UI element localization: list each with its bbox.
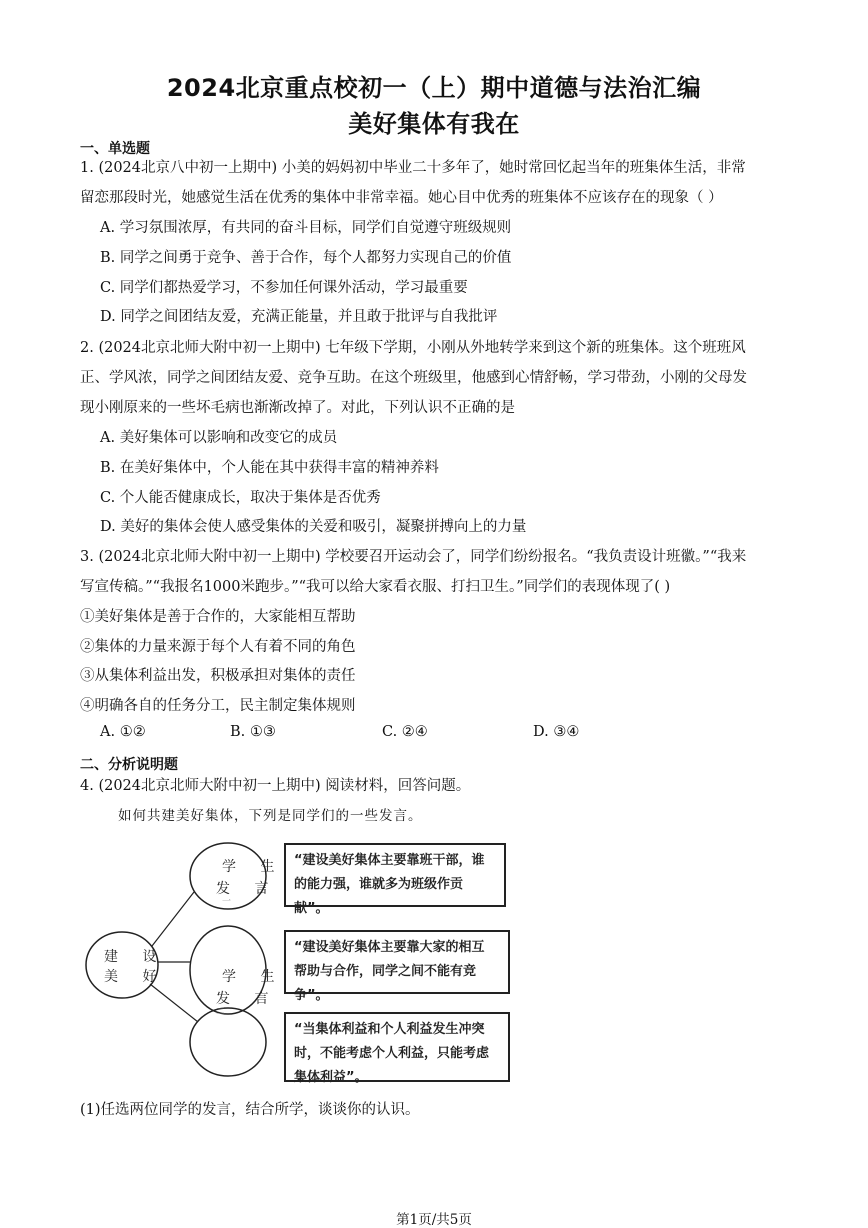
question-2-option-b: B. 在美好集体中，个人能在其中获得丰富的精神养料 [100,460,439,476]
question-3-option-c: C. ②④ [382,724,428,740]
question-2-option-d: D. 美好的集体会使人感受集体的关爱和吸引，凝聚拼搏向上的力量 [100,519,527,535]
material-intro: 如何共建美好集体，下列是同学们的一些发言。 [118,808,423,824]
page-subtitle: 美好集体有我在 [348,110,520,138]
question-4-sub-1: (1)任选两位同学的发言，结合所学，谈谈你的认识。 [80,1102,420,1118]
question-4-line-1: 4. (2024北京北师大附中初一上期中) 阅读材料，回答问题。 [80,778,471,794]
connector-to-student-1 [152,892,194,946]
student-2-label-line-1: 学 生 [222,969,285,985]
question-3-statement-1: ①美好集体是善于合作的，大家能相互帮助 [80,609,356,625]
connector-to-student-3 [150,984,198,1022]
student-1-label-line-2: 发 言 [216,881,279,897]
question-2-line-1: 2. (2024北京北师大附中初一上期中) 七年级下学期，小刚从外地转学来到这个新的班集体。这个班班风 [80,340,746,356]
question-1-line-2: 留恋那段时光，她感觉生活在优秀的集体中非常幸福。她心目中优秀的班集体不应该存在的现象（ ） [80,190,723,206]
question-3-line-2: 写宣传稿。”“我报名1000米跑步。”“我可以给大家看衣服、打扫卫生。”同学们的表现体现了( ) [80,579,671,595]
question-3-statement-3: ③从集体利益出发，积极承担对集体的责任 [80,668,356,684]
question-1-option-b: B. 同学之间勇于竞争、善于合作，每个人都努力实现自己的价值 [100,250,512,266]
page-footer: 第1页/共5页 [396,1212,472,1228]
student-2-label-line-2: 发 言 [216,991,279,1007]
question-1-option-d: D. 同学之间团结友爱，充满正能量，并且敢于批评与自我批评 [100,309,498,325]
quote-box-2: “建设美好集体主要靠大家的相互 帮助与合作，同学之间不能有竞争”。 [284,930,510,994]
quote-box-1: “建设美好集体主要靠班干部，谁的能力强，谁就多为班级作贡献”。 [284,843,506,907]
question-3-statement-2: ②集体的力量来源于每个人有着不同的角色 [80,639,356,655]
section-heading-single-choice: 一、单选题 [80,141,150,157]
question-2-line-3: 现小刚原来的一些坏毛病也渐渐改掉了。对此，下列认识不正确的是 [80,400,515,416]
section-heading-analysis: 二、分析说明题 [80,757,178,773]
center-label-line-1: 建 设 [104,949,167,965]
quote-box-3: “当集体利益和个人利益发生冲突 时，不能考虑个人利益，只能考虑集体利益”。 [284,1012,510,1082]
question-1-option-a: A. 学习氛围浓厚，有共同的奋斗目标，同学们自觉遵守班级规则 [100,220,512,236]
student-3-ellipse [190,1008,266,1076]
question-2-option-a: A. 美好集体可以影响和改变它的成员 [100,430,338,446]
student-2-label-line-3: 二 [216,1007,236,1017]
question-2-line-2: 正、学风浓，同学之间团结友爱、竞争互助。在这个班级里，他感到心情舒畅，学习带劲，小刚的父母发 [80,370,747,386]
center-label-line-2: 美 好 [104,969,167,985]
question-3-line-1: 3. (2024北京北师大附中初一上期中) 学校要召开运动会了，同学们纷纷报名。“我负责设计班徽。”“我来 [80,549,747,565]
student-1-label-line-3: 一 [222,897,242,907]
question-3-option-a: A. ①② [100,724,146,740]
question-2-option-c: C. 个人能否健康成长，取决于集体是否优秀 [100,490,381,506]
question-1-line-1: 1. (2024北京八中初一上期中) 小美的妈妈初中毕业二十多年了，她时常回忆起当年的班集体生活，非常 [80,160,746,176]
question-3-option-d: D. ③④ [533,724,580,740]
page-title: 2024北京重点校初一（上）期中道德与法治汇编 [166,74,702,102]
student-1-label-line-1: 学 生 [222,859,285,875]
question-3-statement-4: ④明确各自的任务分工，民主制定集体规则 [80,698,356,714]
question-1-option-c: C. 同学们都热爱学习，不参加任何课外活动，学习最重要 [100,280,468,296]
question-3-option-b: B. ①③ [230,724,276,740]
